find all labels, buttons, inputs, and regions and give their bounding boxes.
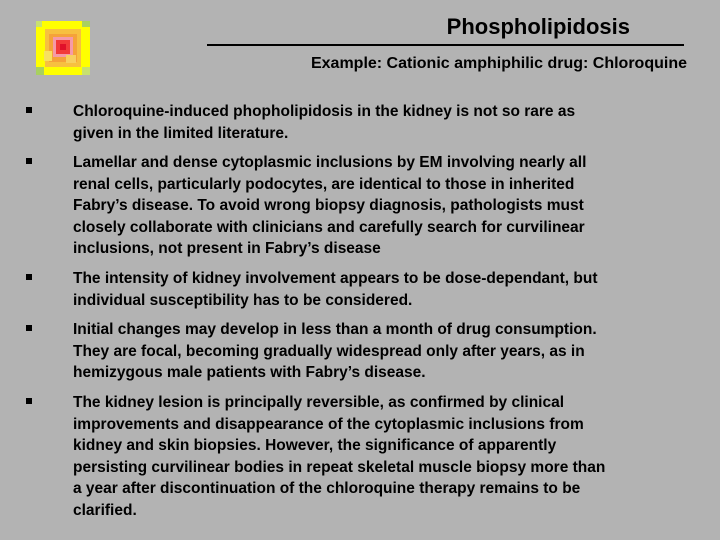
bullet-text <box>73 268 703 311</box>
bullet-line: inclusions, not present in Fabry’s disease <box>73 240 381 257</box>
bullet-text <box>73 101 703 144</box>
bullet-line: renal cells, particularly podocytes, are identical to those in inherited <box>73 175 575 193</box>
bullet-line: Fabry’s disease. To avoid wrong biopsy diagnosis, pathologists must <box>73 197 584 214</box>
bullet-line: improvements and disappearance of the cytoplasmic inclusions from <box>73 415 584 433</box>
slide-subtitle: Example: Cationic amphiphilic drug: Chloroquine <box>310 55 687 72</box>
bullet-text <box>73 392 703 521</box>
bullet-line: a year after discontinuation of the chloroquine therapy remains to be <box>73 480 581 497</box>
square-bullet-icon <box>26 325 32 331</box>
bullet-line: Lamellar and dense cytoplasmic inclusions by EM involving nearly all <box>73 154 587 171</box>
bullet-line: hemizygous male patients with Fabry’s disease. <box>73 364 426 381</box>
bullet-line: kidney and skin biopsies. However, the significance of apparently <box>73 437 557 454</box>
bullet-text <box>73 319 703 384</box>
bullet-line: Initial changes may develop in less than a month of drug consumption. <box>73 321 597 338</box>
slide-title: Phospholipidosis <box>446 14 630 39</box>
square-bullet-icon <box>26 398 32 404</box>
bullet-line: The intensity of kidney involvement appears to be dose-dependant, but <box>73 270 598 287</box>
bullet-line: given in the limited literature. <box>73 124 289 142</box>
bullet-line: individual susceptibility has to be considered. <box>73 291 413 309</box>
bullet-line: closely collaborate with clinicians and carefully search for curvilinear <box>73 218 585 236</box>
bullet-line: They are focal, becoming gradually widespread only after years, as in <box>73 342 585 360</box>
bullet-line: clarified. <box>73 501 137 519</box>
square-bullet-icon <box>26 107 32 113</box>
square-bullet-icon <box>26 158 32 164</box>
square-bullet-icon <box>26 274 32 280</box>
bullet-line: The kidney lesion is principally reversible, as confirmed by clinical <box>73 394 565 411</box>
bullet-line: Chloroquine-induced phopholipidosis in the kidney is not so rare as <box>73 103 576 120</box>
bullet-text <box>73 152 703 260</box>
bullet-line: persisting curvilinear bodies in repeat skeletal muscle biopsy more than <box>73 458 606 476</box>
